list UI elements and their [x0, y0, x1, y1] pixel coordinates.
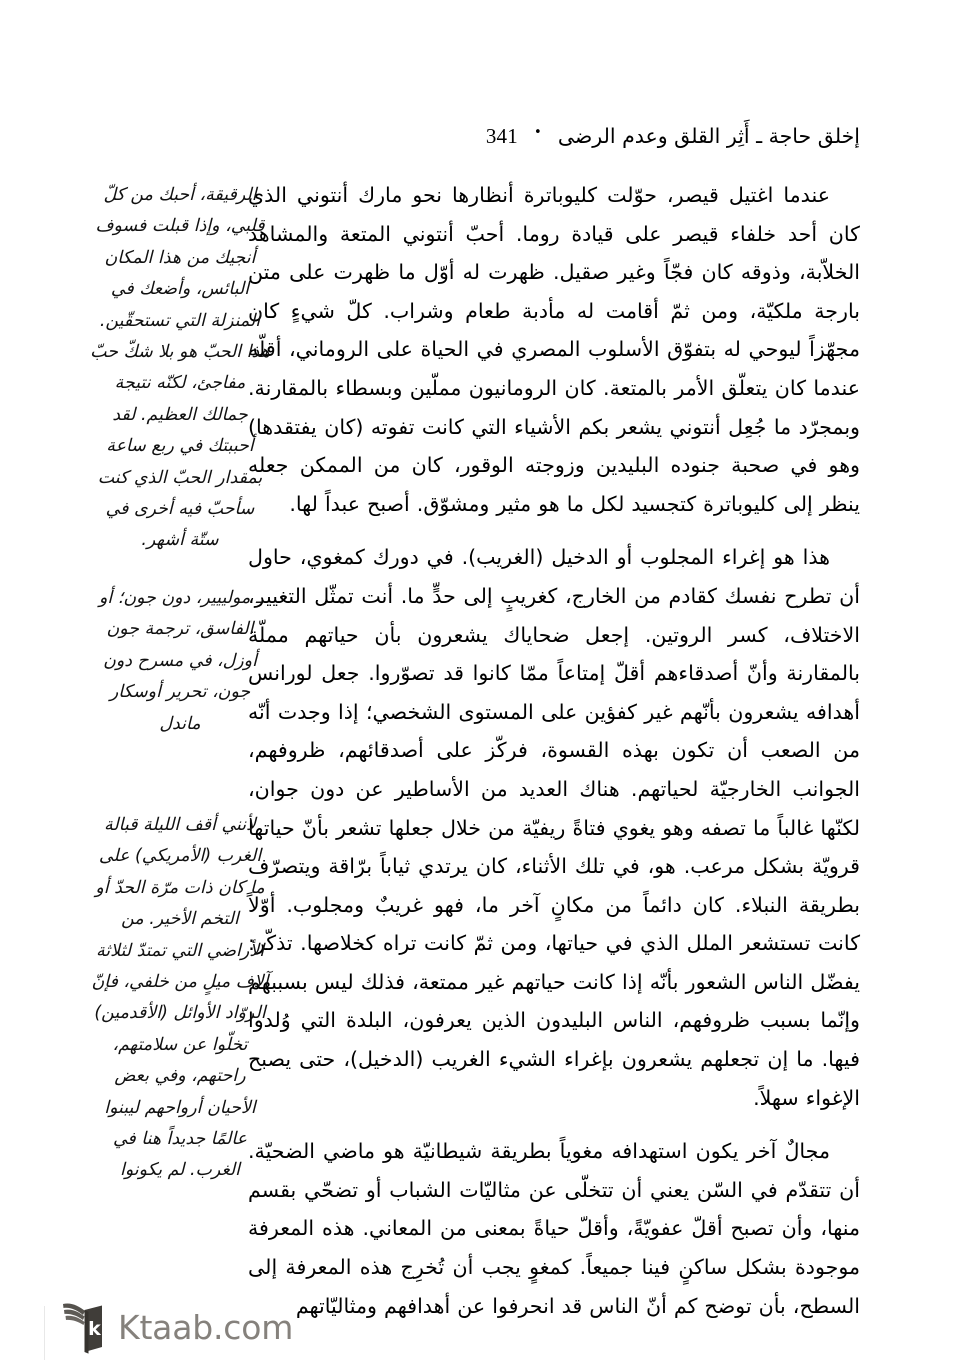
pull-quote-two: لأنني أقف الليلة قبالة الغرب (الأمريكي) على ما كان ذات مرّة الحدّ أو التخم الأخير. من الأراضي التي تمتدّ لثلاثة آلاف ميلٍ من خلفي، فإنّ الروّاد الأوائل (الأقدمين) تخلّوا عن سلامتهم، راحتهم، وفي بعض الأحيان أرواحهم ليبنوا عالمًا جديداً هنا في الغرب. لم يكونوا [91, 814, 269, 1181]
ktaab-watermark [62, 1296, 293, 1358]
open-book-icon [62, 1299, 108, 1355]
pull-quote-one: الرقيقة، أحبك من كلّ قلبي، وإذا قبلت فسوف أنجيك من هذا المكان البائس، وأضعك في المنزلة التي تستحقّين. هذا الحبّ هو بلا شكّ حبّ مفاجئ، لكنّه نتيجة جمالك العظيم. لقد أحببتك في ربع ساعة بمقدار الحبّ الذي كنت سأحبّ فيه أخرى في ستّة أشهر. [90, 185, 270, 551]
running-head-bullet-separator: • [533, 125, 542, 140]
footer-divider-rule [44, 1306, 45, 1360]
sidebar-quote-column [90, 180, 270, 1187]
page-body [90, 176, 860, 1318]
pull-quote-attribution: ـ مولييير، دون جون؛ أو الفاسق، ترجمة جون أوزل، في مسرح دون جون، تحرير أوسكار ماندل [99, 587, 261, 734]
page-number: 341 [485, 124, 518, 148]
running-head-title: إخلق حاجة ـ أَثِر القلق وعدم الرضى [557, 124, 860, 148]
running-head [95, 118, 860, 152]
paragraph: هذا هو إغراء المجلوب أو الدخيل (الغريب). في دورك كمغوي، حاول أن تطرح نفسك كقادم من الخارج، كغريبٍ إلى حدٍّ ما. أنت تمثّل التغيير، الاختلاف، كسر الروتين. إجعل ضحاياك يشعرون بأن حياتهم مملّة بالمقارنة وأنّ أصدقاءهم أقلّ إمتاعاً ممّا كانوا قد تصوّروا. جعل لورانس أهدافه يشعرون بأنّهم غير كفؤين على المستوى الشخصي؛ إذا وجدت أنّه من الصعب أن تكون بهذه القسوة، فركّز على أصدقائهم، ظروفهم، الجوانب الخارجيّة لحياتهم. هناك العديد من الأساطير عن دون جوان، لكنّها غالباً ما تصفه وهو يغوي فتاةً ريفيّة من خلال جعلها تشعر بأنّ حياتها قرويّة بشكل مرعب. هو، في تلك الأثناء، كان يرتدي ثياباً برّاقة ويتصرّف بطريقة النبلاء. كان دائماً من مكانٍ آخر ما، فهو غريبٌ ومجلوب. أوّلاً كانت تستشعر الملل الذي في حياتها، ومن ثمّ كانت تراه كخلاصها. تذكّر: يفضّل الناس الشعور بأنّه إذا كانت حياتهم غير ممتعة، فذلك ليس بسببهم وإنّما بسبب ظروفهم، الناس البليدون الذين يعرفون، البلدة التي وُلدوا فيها. ما إن تجعلهم يشعرون بإغراء الشيء الغريب (الدخيل)، حتى يصبح الإغواء سهلاً. [248, 545, 860, 1110]
paragraph: مجالٌ آخر يكون استهدافه مغوياً بطريقة شيطانيّة هو ماضي الضحيّة. أن تتقدّم في السّن يعني أن تتخلّى عن مثاليّات الشباب أو تضحّي بقسم منها، وأن تصبح أقلّ عفويّةً، وأقلّ حياةً بمعنى من المعاني. هذه المعرفة موجودة بشكل ساكنٍ فينا جميعاً. كمغوٍ يجب أن تُخرِج هذه المعرفة إلى السطح، بأن توضح كم أنّ الناس قد انحرفوا عن أهدافهم ومثاليّاتهم [248, 1139, 860, 1318]
main-text-column [248, 176, 860, 1325]
paragraph: عندما اغتيل قيصر، حوّلت كليوباترة أنظارها نحو مارك أنتوني الذي كان أحد خلفاء قيصر على قيادة روما. أحبّ أنتوني المتعة والمشاهد الخلاّبة، وذوقه كان فجّاً وغير صقيل. ظهرت له أوّل ما ظهرت على متن بارجة ملكيّة، ومن ثمّ أقامت له مأدبة طعام وشراب. كلّ شيءٍ كان مجهّزاً ليوحي له بتفوّق الأسلوب المصري في الحياة على الروماني، أقلّه عندما كان يتعلّق الأمر بالمتعة. كان الرومانيون مملّين وبسطاء بالمقارنة. وبمجرّد ما جُعِل أنتوني يشعر بكم الأشياء التي كانت تفوته (كان يفتقدها) وهو في صحبة جنوده البليدين وزوجته الوقور، كان من الممكن جعله ينظر إلى كليوباترة كتجسيد لكل ما هو مثير ومشوّق. أصبح عبداً لها. [248, 183, 860, 516]
watermark-brand-text: Ktaab.com [118, 1307, 294, 1347]
svg-text:k: k [88, 1318, 101, 1340]
